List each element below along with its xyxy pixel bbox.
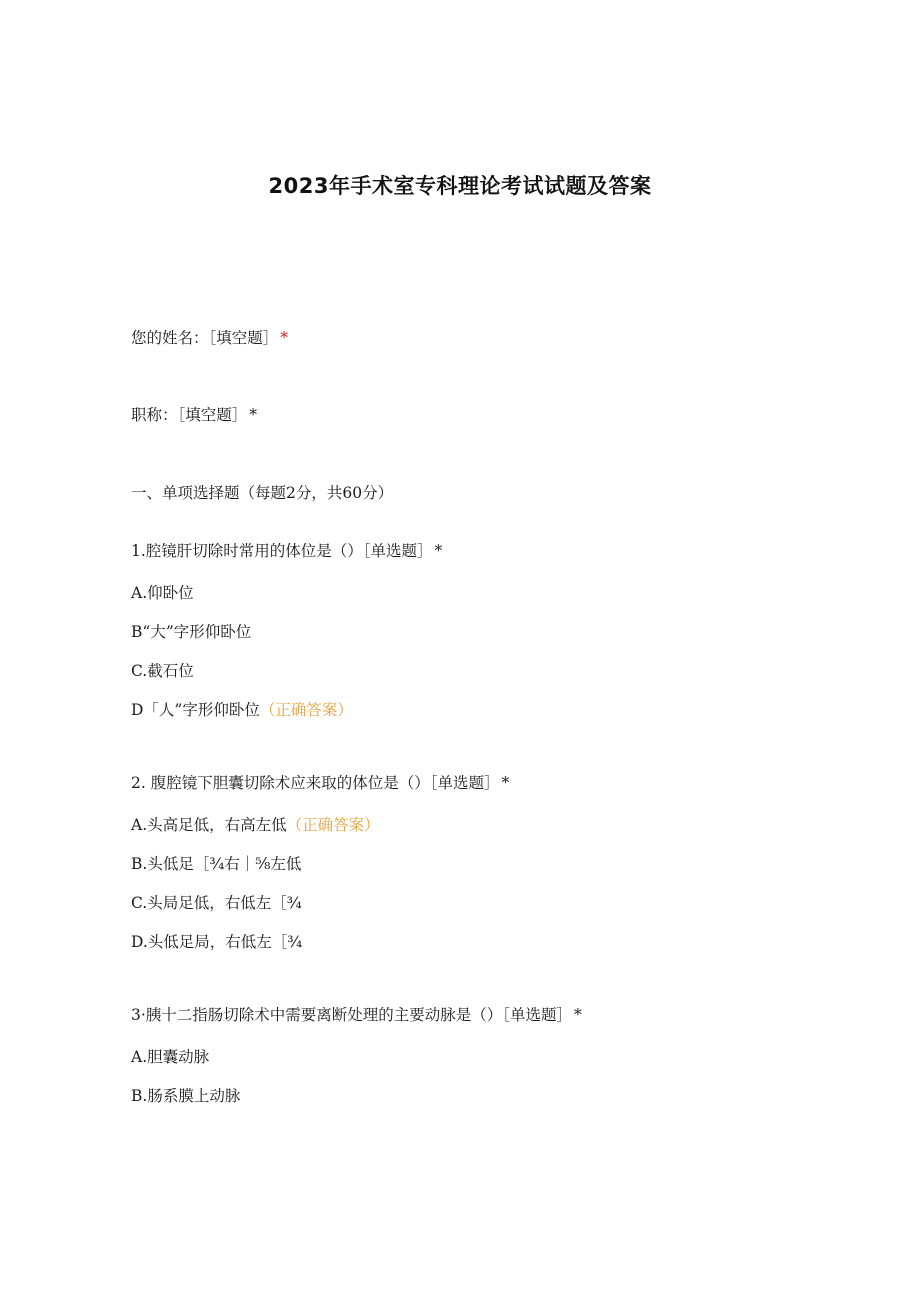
q3-option-a[interactable] xyxy=(131,1047,209,1067)
option-label: A.头高足低，右高左低 xyxy=(131,816,287,834)
required-asterisk: * xyxy=(249,406,258,424)
required-asterisk: * xyxy=(280,329,289,347)
option-label: C.截石位 xyxy=(131,662,194,680)
question-3 xyxy=(131,1005,582,1025)
q1-option-c[interactable] xyxy=(131,661,194,681)
section-header: 一、单项选择题（每题2分，共60分） xyxy=(131,484,394,502)
required-asterisk: * xyxy=(501,774,510,792)
option-label: B“大”字形仰卧位 xyxy=(131,623,252,641)
option-label: D「人”字形仰卧位 xyxy=(131,701,260,719)
option-label: C.头局足低，右低左［¾ xyxy=(131,894,302,912)
document-title: 2023年手术室专科理论考试试题及答案 xyxy=(268,174,652,198)
q2-option-c[interactable] xyxy=(131,893,302,913)
q2-option-b[interactable] xyxy=(131,854,301,874)
q3-option-b[interactable] xyxy=(131,1086,240,1106)
name-field[interactable] xyxy=(131,328,288,348)
q1-option-d[interactable] xyxy=(131,700,353,720)
option-label: A.仰卧位 xyxy=(131,584,194,602)
title-field[interactable] xyxy=(131,405,257,425)
question-3-text: 3·胰十二指肠切除术中需要离断处理的主要动脉是（）［单选题］ xyxy=(131,1006,573,1024)
correct-answer-tag: （正确答案） xyxy=(286,816,380,834)
question-1-text: 1.腔镜肝切除时常用的体位是（）［单选题］ xyxy=(131,542,433,560)
name-field-label: 您的姓名：［填空题］ xyxy=(131,329,279,347)
question-2 xyxy=(131,773,509,793)
question-2-text: 2. 腹腔镜下胆囊切除术应来取的体位是（）［单选题］ xyxy=(131,774,500,792)
option-label: A.胆囊动脉 xyxy=(131,1048,210,1066)
option-label: B.肠系膜上动脉 xyxy=(131,1087,241,1105)
question-1 xyxy=(131,541,442,561)
q2-option-d[interactable] xyxy=(131,932,302,952)
title-field-label: 职称：［填空题］ xyxy=(131,406,248,424)
option-label: D.头低足局，右低左［¾ xyxy=(131,933,303,951)
required-asterisk: * xyxy=(574,1006,582,1024)
required-asterisk: * xyxy=(434,542,443,560)
q2-option-a[interactable] xyxy=(131,815,380,835)
correct-answer-tag: （正确答案） xyxy=(259,701,353,719)
q1-option-b[interactable] xyxy=(131,622,251,642)
option-label: B.头低足［¾右｜⅝左低 xyxy=(131,855,302,873)
q1-option-a[interactable] xyxy=(131,583,194,603)
